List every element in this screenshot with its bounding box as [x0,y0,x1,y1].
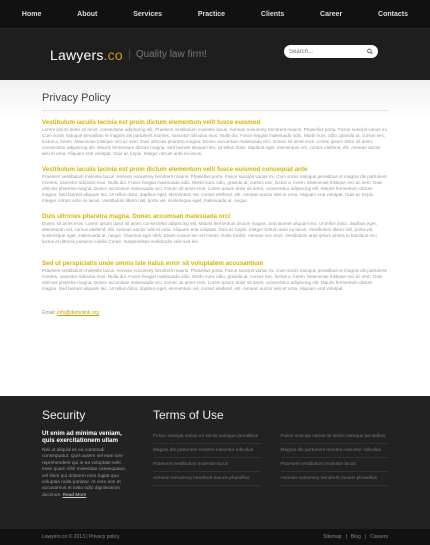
logo-main-text: Lawyers [50,46,104,63]
security-text-wrap [42,448,127,499]
security-text: Nisi ut aliquid ex ea commodi consequatur. Quis autem vel eum iure reprehenderit qui in ea voluptate velit esse quam nihil molestiae consequatur, vel illum qui dolorem eum fugiat quo voluptas nulla pariatur. At vero eos et accusamus et iusto odio dignissimos ducimus. [42,448,126,498]
section-body: Praesent vestibulum molestie lacus. Aenean nonummy hendrerit mauris. Phasellus porta. Fusce suscipit varius mi. Cum sociis natoque penatibus et magnis dis parturient montes, nascetur ridiculus mus. Nulla dui. Fusce feugiat malesuada odio. Morbi nunc odio, gravida at, cursus nec, luctus a, lorem. Maecenas tristique orci ac sem. Duis ultricies pharetra magna. Donec accumsan malesuada orci. Donec sit amet eros. Lorem ipsum dolor sit amet, consectetur adipiscing elit. Mauris fermentum dictum magna. Sed laoreet aliquam leo. Ut tellus dolor, dapibus eget, elementum vel, cursus eleifend, elit. Aenean auctor wisi et urna. Aliquam erat volutpat. [42,268,387,292]
policy-section [42,213,388,257]
security-title: Security [42,408,86,422]
search-icon[interactable] [367,48,373,55]
main-content [0,80,430,396]
site-tagline: Quality law firm! [129,49,207,60]
bottom-links: Sitemap | Blog | Careers [323,534,388,540]
nav-home[interactable]: Home [21,10,42,18]
section-heading: Sed ut perspiciatis unde omnis iste natus error sit voluptatem accusantium [42,260,264,267]
section-heading: Vestibulum iaculis lacinia est proin dictum elementum velit fusce euismod consequat ante [42,166,308,173]
copyright-text: Lawyers.co © 2013 | Privacy policy [42,534,120,540]
sitemap-link[interactable]: Sitemap [323,534,342,540]
nav-contacts[interactable]: Contacts [378,10,408,18]
terms-link[interactable]: Fusce suscipit varius mi sociis natoque penatibus [153,430,261,444]
terms-links [153,430,388,486]
read-more-link[interactable]: Read More [62,492,87,498]
email-link[interactable]: info@demolink.org [57,310,100,316]
careers-link[interactable]: Careers [370,534,388,540]
search-input[interactable] [289,49,367,55]
contact-email [42,310,388,316]
section-heading: Vestibulum iaculis lacinia est proin dictum elementum velit fusce euismod [42,119,261,126]
terms-title: Terms of Use [153,408,224,422]
nav-clients[interactable]: Clients [260,10,285,18]
copyright-bar [0,529,430,545]
nav-career[interactable]: Career [320,10,343,18]
section-body: Lorem ipsum dolor sit amet, consectetur adipiscing elit. Praesent vestibulum molestie lacus. Aenean nonummy hendrerit mauris. Phasellus porta. Fusce suscipit varius mi. Cum sociis natoque penatibus et magnis dis parturient montes, nascetur ridiculus mus. Nulla dui. Fusce feugiat malesuada odio. Morbi nunc odio, gravida at, cursus nec, luctus a, lorem. Maecenas tristique orci ac sem. Duis ultricies pharetra magna. Donec accumsan malesuada orci. Donec sit amet eros. Lorem ipsum dolor sit amet, consectetur adipiscing elit. Mauris fermentum dictum magna. Sed laoreet aliquam leo. Ut tellus dolor, dapibus eget, elementum vel, cursus eleifend, elit. Aenean auctor wisi et urna. Aliquam erat volutpat. Duis ac turpis. Integer rutrum ante eu lacus. [42,127,388,157]
logo-accent-text: .co [103,46,123,63]
top-navigation [0,0,430,28]
policy-section [42,166,388,210]
terms-link[interactable]: Praesent vestibulum molestie lacus [281,458,389,472]
section-body: Donec sit amet eros. Lorem ipsum dolor sit amet, consectetur adipiscing elit. Mauris fermentum dictum magna. Sed laoreet aliquam leo. Ut tellus dolor, dapibus eget, elementum vel, cursus eleifend, elit. Aenean auctor wisi et urna. Aliquam erat volutpat. Duis ac turpis. Integer rutrum ante eu lacus. Vestibulum libero nisl, porta vel, scelerisque eget, malesuada at, neque. Vivamus eget nibh. Etiam cursus leo vel metus. Nulla facilisi. Aenean nec eros. Vestibulum ante ipsum primis in faucibus orci luctus et ultrices posuere cubilia Curae; Suspendisse sollicitudin velit sed leo. [42,221,377,245]
site-logo[interactable] [50,47,123,63]
terms-block [153,408,388,533]
page-title: Privacy Policy [42,92,388,111]
site-header [0,28,430,80]
policy-section [42,260,388,304]
nav-services[interactable]: Services [133,10,163,18]
nav-about[interactable]: About [77,10,98,18]
terms-link[interactable]: Aenean nonummy hendrerit mauris phasellus [281,472,389,486]
section-body: Praesent vestibulum molestie lacus. Aenean nonummy hendrerit mauris. Phasellus porta. Fusce suscipit varius mi. Cum sociis natoque penatibus et magnis dis parturient montes, nascetur ridiculus mus. Nulla dui. Fusce feugiat malesuada odio. Morbi nunc odio, gravida at, cursus nec, luctus a, lorem. Maecenas tristique orci ac sem. Duis ultricies pharetra magna. Donec accumsan malesuada orci. Donec sit amet eros. Lorem ipsum dolor sit amet, consectetur adipiscing elit. Mauris fermentum dictum magna. Sed laoreet aliquam leo. Ut tellus dolor, dapibus eget, elementum vel, cursus eleifend, elit. Aenean auctor wisi et urna. Aliquam erat volutpat. Duis ac turpis. Integer rutrum ante eu lacus. Vestibulum libero nisl, porta vel, scelerisque eget, malesuada at, neque. [42,174,387,204]
terms-link[interactable]: Magnis dis parturient montes nascetur ridiculus [153,444,261,458]
nav-practice[interactable]: Practice [197,10,226,18]
terms-link[interactable]: Aenean nonummy hendrerit mauris phasellus [153,472,261,486]
security-block [42,408,127,533]
terms-link[interactable]: Praesent vestibulum molestie lacus [153,458,261,472]
blog-link[interactable]: Blog [350,534,361,540]
policy-section [42,119,388,163]
security-lead: Ut enim ad minima veniam, quis exercitationem ullam [42,430,122,444]
email-label: Email: [42,310,56,316]
terms-link[interactable]: Magnis dis parturient montes nascetur ridiculus [281,444,389,458]
terms-link[interactable]: Fusce suscipit varius mi sociis natoque penatibus [281,430,389,444]
section-heading: Duis ultricies pharetra magna. Donec accumsan malesuada orci [42,213,231,220]
search-box [284,45,378,58]
site-footer [0,396,430,545]
